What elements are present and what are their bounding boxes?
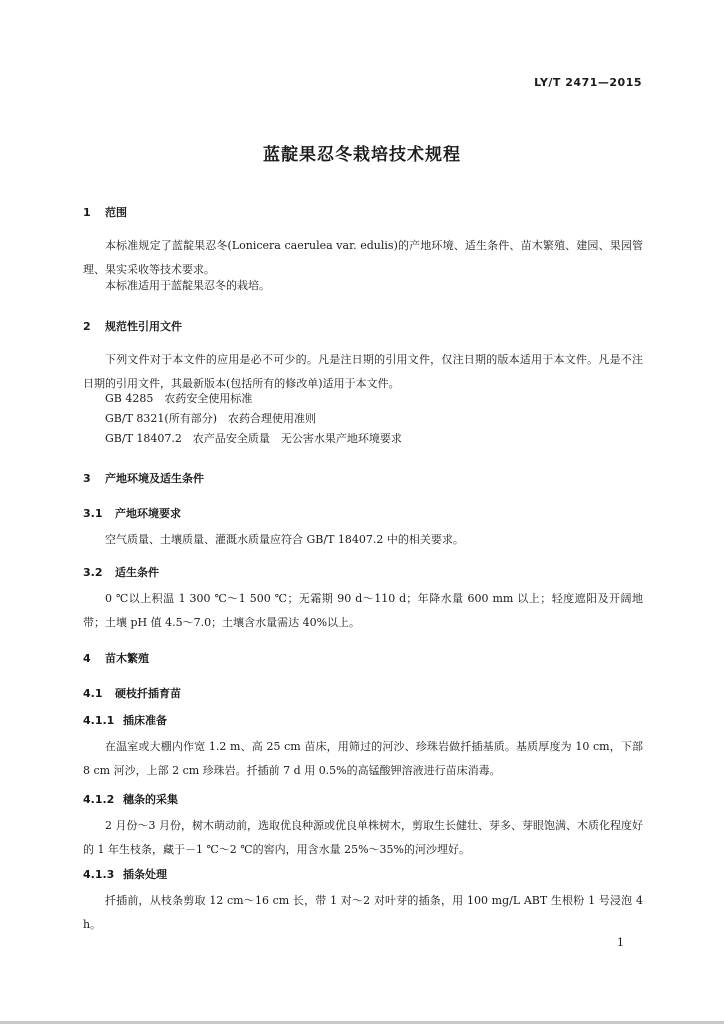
paragraph: 0 ℃以上积温 1 300 ℃～1 500 ℃；无霜期 90 d～110 d；年降水量 600 mm 以上；轻度遮阳及开阔地带；土壤 pH 值 4.5～7.0；土壤含水量需达 40%以上。 bbox=[83, 592, 643, 629]
standard-code: LY/T 2471—2015 bbox=[534, 76, 642, 89]
section-heading-4-1-2 bbox=[83, 791, 178, 807]
section-number: 3.1 bbox=[83, 507, 103, 520]
section-heading-3 bbox=[83, 470, 204, 486]
page-number: 1 bbox=[617, 936, 624, 949]
section-number: 4.1 bbox=[83, 687, 103, 700]
section-heading-4 bbox=[83, 650, 149, 666]
section-heading-4-1 bbox=[83, 685, 181, 701]
paragraph: 本标准规定了蓝靛果忍冬(Lonicera caerulea var. edulis)的产地环境、适生条件、苗木繁殖、建园、果园管理、果实采收等技术要求。 bbox=[83, 239, 643, 276]
section-title: 插条处理 bbox=[123, 868, 167, 881]
section-title: 穗条的采集 bbox=[123, 793, 178, 806]
section-heading-2 bbox=[83, 318, 182, 334]
section-number: 4.1.1 bbox=[83, 714, 115, 727]
section-heading-4-1-3 bbox=[83, 866, 167, 882]
section-title: 适生条件 bbox=[115, 566, 159, 579]
section-title: 范围 bbox=[105, 206, 127, 219]
section-number: 4.1.2 bbox=[83, 793, 115, 806]
paragraph: 扦插前，从枝条剪取 12 cm～16 cm 长，带 1 对～2 对叶芽的插条，用 100 mg/L ABT 生根粉 1 号浸泡 4 h。 bbox=[83, 894, 643, 931]
section-title: 苗木繁殖 bbox=[105, 652, 149, 665]
document-title: 蓝靛果忍冬栽培技术规程 bbox=[263, 145, 461, 165]
section-number: 2 bbox=[83, 320, 91, 333]
paragraph: 2 月份～3 月份，树木萌动前，选取优良种源或优良单株树木，剪取生长健壮、芽多、芽眼饱满、木质化程度好的 1 年生枝条，藏于－1 ℃～2 ℃的窖内，用含水量 25%～35%的河沙埋好。 bbox=[83, 819, 643, 856]
section-number: 3 bbox=[83, 472, 91, 485]
section-title: 产地环境及适生条件 bbox=[105, 472, 204, 485]
section-title: 规范性引用文件 bbox=[105, 320, 182, 333]
paragraph: 空气质量、土壤质量、灌溉水质量应符合 GB/T 18407.2 中的相关要求。 bbox=[105, 533, 464, 546]
section-heading-4-1-1 bbox=[83, 712, 167, 728]
section-number: 1 bbox=[83, 206, 91, 219]
reference-item: GB/T 8321(所有部分) 农药合理使用准则 bbox=[105, 412, 316, 425]
paragraph: 在温室或大棚内作宽 1.2 m、高 25 cm 苗床，用筛过的河沙、珍珠岩做扦插基质。基质厚度为 10 cm，下部 8 cm 河沙，上部 2 cm 珍珠岩。扦插前 7 d 用 0.5%的高锰酸钾溶液进行苗床消毒。 bbox=[83, 740, 643, 777]
section-title: 硬枝扦插育苗 bbox=[115, 687, 181, 700]
paragraph: 下列文件对于本文件的应用是必不可少的。凡是注日期的引用文件，仅注日期的版本适用于本文件。凡是不注日期的引用文件，其最新版本(包括所有的修改单)适用于本文件。 bbox=[83, 353, 643, 390]
section-heading-3-2 bbox=[83, 564, 159, 580]
section-number: 4 bbox=[83, 652, 91, 665]
section-title: 产地环境要求 bbox=[115, 507, 181, 520]
section-number: 4.1.3 bbox=[83, 868, 115, 881]
reference-item: GB/T 18407.2 农产品安全质量 无公害水果产地环境要求 bbox=[105, 432, 402, 445]
section-heading-1 bbox=[83, 204, 127, 220]
paragraph: 本标准适用于蓝靛果忍冬的栽培。 bbox=[105, 279, 270, 292]
reference-item: GB 4285 农药安全使用标准 bbox=[105, 392, 253, 405]
section-heading-3-1 bbox=[83, 505, 181, 521]
section-number: 3.2 bbox=[83, 566, 103, 579]
section-title: 插床准备 bbox=[123, 714, 167, 727]
